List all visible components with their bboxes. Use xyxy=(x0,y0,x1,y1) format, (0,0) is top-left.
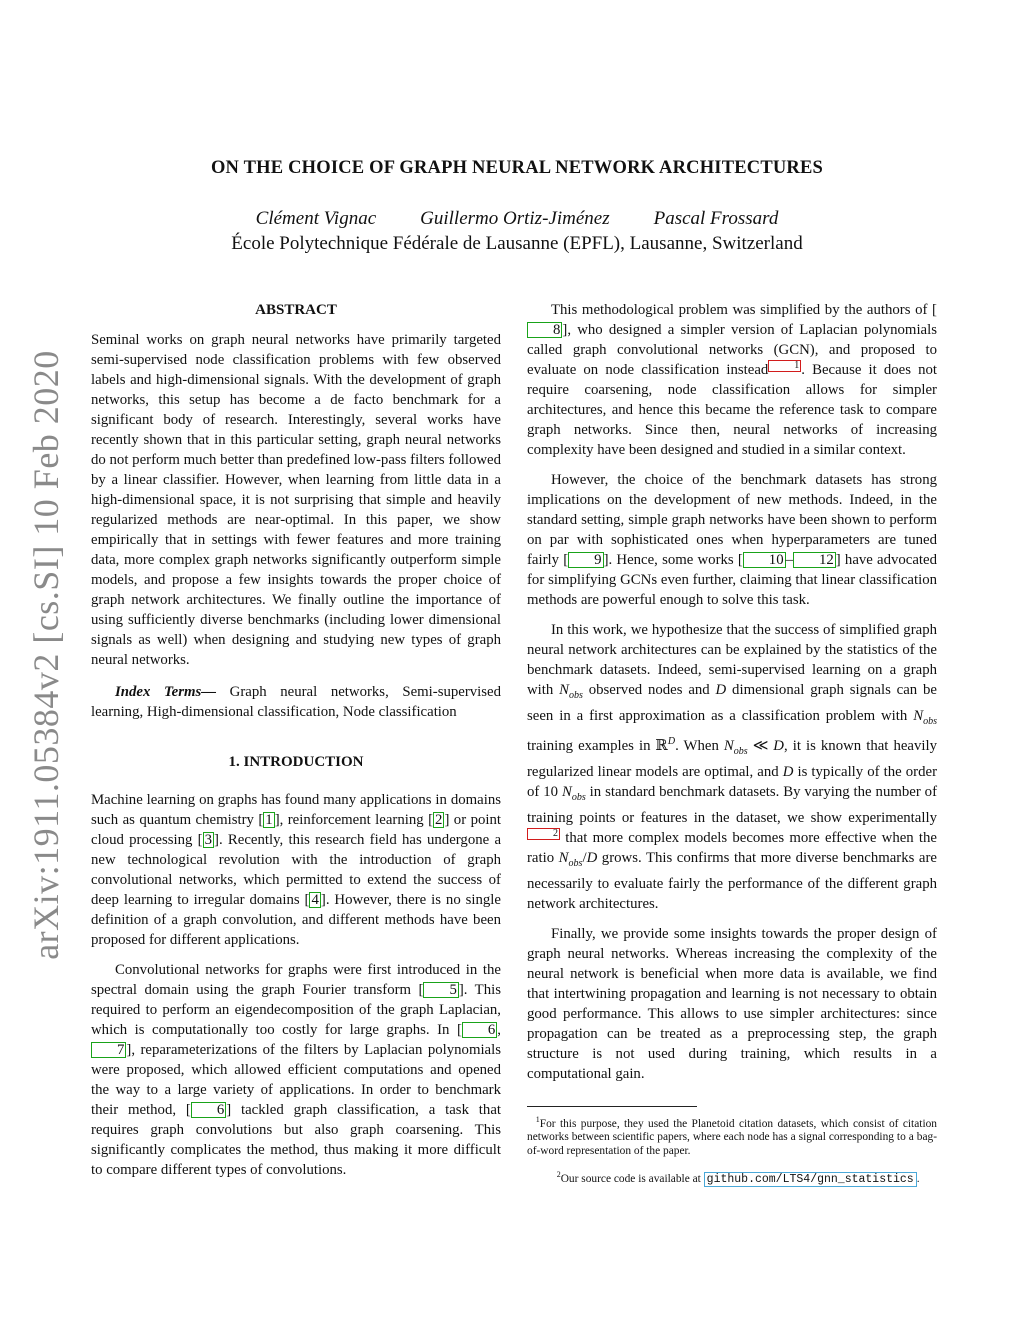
author-name: Pascal Frossard xyxy=(653,208,779,229)
index-terms-text: Graph neural networks, Semi-supervised learning, High-dimensional classification, Node classification xyxy=(91,684,502,720)
footnote-divider xyxy=(527,1106,697,1107)
citation-link[interactable]: 3 xyxy=(204,832,213,848)
citation-link[interactable]: 9 xyxy=(568,552,603,568)
section-heading-introduction: 1. INTRODUCTION xyxy=(228,754,364,770)
arxiv-stamp xyxy=(0,0,90,1325)
footnote-ref[interactable]: 1 xyxy=(768,360,801,372)
index-terms xyxy=(91,682,501,722)
affiliation: École Polytechnique Fédérale de Lausanne (EPFL), Lausanne, Switzerland xyxy=(231,233,803,254)
author-name: Guillermo Ortiz-Jiménez xyxy=(420,208,610,229)
intro-paragraph-2: Convolutional networks for graphs were first introduced in the spectral domain using the graph Fourier transform [ 5 ]. This required to perform an eigendecomposition of the graph Laplacian, which is computationally too costly for large graphs. In [ 6 ,7 ], reparameterizations of the filters by Laplacian polynomials were proposed, which allowed efficient computations and opened the way to a large variety of applications. In order to benchmark their method, [ 6 ] tackled graph classification, a task that requires graph convolutions but also graph coarsening. This significantly complicates the method, thus making it more difficult to compare different types of convolutions. xyxy=(91,962,501,1178)
footnote-1: $^1$For this purpose, they used the Planetoid citation datasets, which consist of citation networks between scientific papers, where each node has a signal corresponding to a bag-of-word representation of the paper. xyxy=(527,1114,937,1158)
citation-link[interactable]: 6 xyxy=(462,1022,497,1038)
footnote-2: $^2$Our source code is available at github.com/LTS4/gnn_statistics . xyxy=(556,1170,920,1187)
abstract-text: Seminal works on graph neural networks have primarily targeted semi-supervised node classification problems with few observed labels and high-dimensional signals. With the development of graph networks, this setup has become a de facto benchmark for a significant body of research. Interestingly, several works have recently shown that in this particular setting, graph neural networks do not perform much better than predefined low-pass filters followed by a linear classifier. However, when learning from little data in a high-dimensional space, it is not surprising that simple and heavily regularized methods are near-optimal. In this paper, we show empirically that in settings with fewer features and more training data, more complex graph networks significantly outperform simple models, and propose a few insights towards the proper choice of graph network architectures. We finally outline the importance of using sufficiently diverse benchmarks (including lower dimensional signals as well) when designing and studying new types of graph neural networks. xyxy=(91,332,501,668)
author-name: Clément Vignac xyxy=(255,208,377,229)
source-code-link[interactable]: github.com/LTS4/gnn_statistics xyxy=(704,1172,917,1187)
right-paragraph-2: However, the choice of the benchmark datasets has strong implications on the development of new methods. Indeed, in the standard setting, simple graph networks have been shown to perform on par with sophisticated ones when hyperparameters are tuned fairly [ 9 ]. Hence, some works [ 10 – 12 ] have advocated for simplifying GCNs even further, claiming that linear classification methods are powerful enough to solve this task. xyxy=(527,472,938,608)
right-paragraph-1: This methodological problem was simplified by the authors of [8 ], who designed a simpler version of Laplacian polynomials called graph convolutional networks (GCN), and proposed to evaluate on node classification instead 1 . Because it does not require coarsening, node classification allows for simpler architectures, and hence this became the reference task to compare graph networks. Since then, neural networks of increasing complexity have been designed and studied in a similar context. xyxy=(527,302,938,458)
left-column xyxy=(91,300,501,1180)
author-list xyxy=(90,208,944,230)
citation-link[interactable]: 6 xyxy=(191,1102,226,1118)
right-paragraph-3: In this work, we hypothesize that the success of simplified graph neural network architectures can be explained by the statistics of the benchmark datasets. Indeed, semi-supervised learning on a graph with $N_{obs}$ observed nodes and D dimensional graph signals can be seen in a first approximation as a classification problem with $N_{obs}$ training examples in ℝ$^D$. When $N_{obs}$ ≪ D, it is known that heavily regularized linear models are optimal, and D is typically of the order of 10 $N_{obs}$ in standard benchmark datasets. By varying the number of training points or features in the dataset, we show experimentally2 that more complex models becomes more effective when the ratio $N_{obs}/D$ grows. This confirms that more diverse benchmarks are necessarily to evaluate fairly the performance of the different graph network architectures. xyxy=(527,622,938,912)
citation-link[interactable]: 10 xyxy=(743,552,786,568)
citation-link[interactable]: 12 xyxy=(793,552,836,568)
citation-link[interactable]: 1 xyxy=(265,812,273,828)
paper-title: ON THE CHOICE OF GRAPH NEURAL NETWORK ARCHITECTURES xyxy=(210,158,824,178)
citation-link[interactable]: 2 xyxy=(435,812,443,828)
footnote-ref[interactable]: 2 xyxy=(527,828,560,840)
right-column xyxy=(527,300,937,1187)
index-terms-label: Index Terms— xyxy=(115,684,217,700)
citation-link[interactable]: 8 xyxy=(527,322,562,338)
citation-link[interactable]: 4 xyxy=(311,892,319,908)
intro-paragraph-1: Machine learning on graphs has found many applications in domains such as quantum chemistry [ 1 ], reinforcement learning [ 2 ] or point cloud processing [ 3 ]. Recently, this research field has undergone a new technological revolution with the introduction of graph convolutional networks, which permitted to extend the success of deep learning to irregular domains [ 4 ]. However, there is no single definition of a graph convolution, and different methods have been proposed for different applications. xyxy=(91,792,502,948)
arxiv-id: arXiv:1911.05384v2 [cs.SI] 10 Feb 2020 xyxy=(26,350,66,960)
citation-link[interactable]: 5 xyxy=(423,982,458,998)
citation-link[interactable]: 7 xyxy=(91,1042,126,1058)
right-paragraph-4: Finally, we provide some insights towards the proper design of graph neural networks. Whereas increasing the complexity of the neural network is beneficial when more data is available, we find that intertwining propagation and learning is not necessary to obtain good performance. This allows to use simpler architectures: since propagation can be treated as a preprocessing step, the graph structure is not used during training, which results in a computational gain. xyxy=(527,925,937,1082)
abstract-heading: ABSTRACT xyxy=(255,302,337,318)
